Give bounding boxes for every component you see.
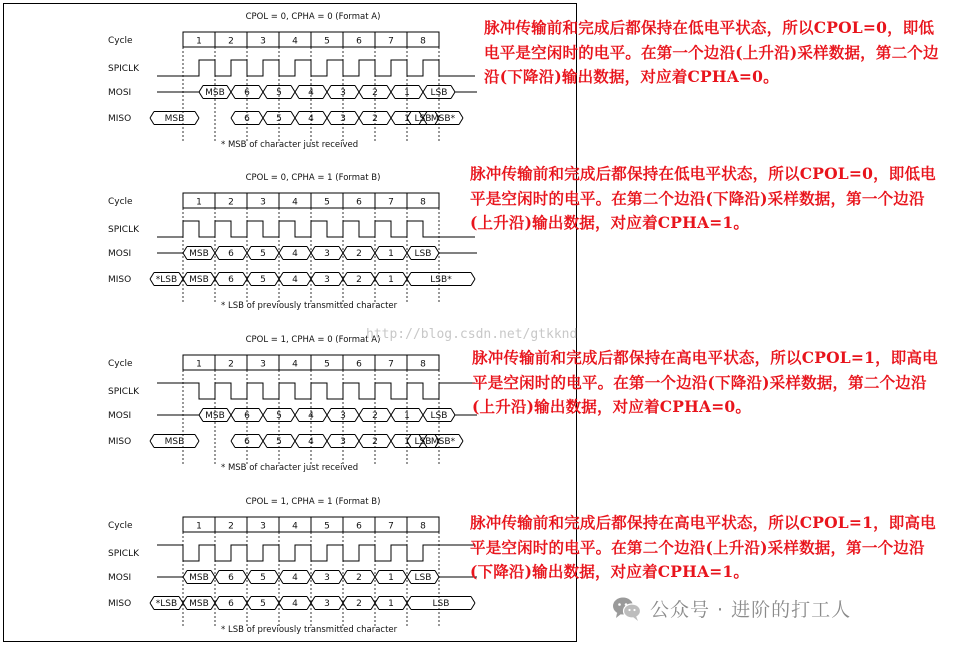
diagram-3-cycle-number: 5 [324,359,330,370]
diagram-2-miso-bit: 6 [228,275,234,286]
diagram-3-row-label: Cycle [108,359,133,369]
diagram-4-mosi-bit: 3 [324,573,330,584]
diagram-1-miso-bit: 3 [340,114,346,125]
diagram-4-title: CPOL = 1, CPHA = 1 (Format B) [245,497,381,507]
diagram-1-miso-bit: 6 [244,114,250,125]
diagram-3-mosi-bit: 1 [404,411,410,422]
diagram-3-spiclk-waveform [157,383,475,399]
diagram-2-cycle-number: 3 [260,197,266,208]
diagram-2-mosi-bit: 5 [260,249,266,260]
diagram-3-miso-bit: 5 [276,437,282,448]
diagram-1-cycle-number: 8 [420,36,426,47]
diagram-1-title: CPOL = 0, CPHA = 0 (Format A) [245,12,381,22]
diagram-2-miso-bit: 5 [260,275,266,286]
diagram-1-mosi-bit: 5 [276,88,282,99]
diagram-3-miso-bit: 6 [244,437,250,448]
diagram-3-row-label: SPICLK [108,387,139,397]
diagram-4-miso-bit: MSB [189,599,209,610]
diagram-4-cycle-number: 7 [388,521,394,532]
diagram-4-cycle-number: 8 [420,521,426,532]
diagram-4-miso-bit: 2 [356,599,362,610]
diagram-3-cycle-number: 4 [292,359,298,370]
diagram-1-spiclk-waveform [157,60,475,76]
diagram-4-cycle-number: 5 [324,521,330,532]
diagram-2-miso-bit: MSB [189,275,209,286]
diagram-3-miso-bit: 2 [372,437,378,448]
diagram-3-cycle-number: 1 [196,359,202,370]
diagram-4-mosi-bit: 6 [228,573,234,584]
diagram-3-mosi-bit: 6 [244,411,250,422]
diagram-2-mosi-bit: 2 [356,249,362,260]
diagram-1-cycle-number: 3 [260,36,266,47]
diagram-2-mosi-bit: 6 [228,249,234,260]
diagram-4-row-label: Cycle [108,521,133,531]
diagram-2-mosi-bit: 4 [292,249,298,260]
diagram-2-cycle-number: 8 [420,197,426,208]
diagram-1-mosi-bit: 6 [244,88,250,99]
diagram-4-miso-bit: 6 [228,599,234,610]
diagram-4-miso-bit: 5 [260,599,266,610]
diagram-1-footnote: * MSB of character just received [221,140,359,150]
diagram-4-cycle-number: 3 [260,521,266,532]
diagram-2-row-label: MOSI [108,249,132,259]
diagram-2-row-label: Cycle [108,197,133,207]
wechat-icon [612,596,642,622]
diagram-1-mosi-bit: MSB [205,88,225,99]
diagram-1-cycle-number: 4 [292,36,298,47]
diagram-4-miso-bit: 1 [388,599,394,610]
diagram-1-row-label: MOSI [108,88,132,98]
diagram-1-miso-bit: MSB [164,114,185,125]
diagram-2-cycle-number: 6 [356,197,362,208]
diagram-3-mosi-bit: MSB [205,411,225,422]
diagram-3-miso-bit: MSB* [430,437,456,448]
diagram-3-cycle-number: 8 [420,359,426,370]
diagram-4-mosi-bit: 5 [260,573,266,584]
diagram-4-miso-bit: LSB [432,599,450,610]
diagram-3-mosi-bit: 2 [372,411,378,422]
diagram-4-row-label: MISO [108,599,132,609]
diagram-2-footnote: * LSB of previously transmitted character [221,301,398,311]
diagram-3-mosi-bit: 3 [340,411,346,422]
diagram-3-miso-bit: 1 [404,437,410,448]
diagram-2-mosi-bit: MSB [189,249,209,260]
diagram-2-miso-bit: 4 [292,275,298,286]
diagram-4-row-label: MOSI [108,573,132,583]
diagram-1-row-label: MISO [108,114,132,124]
diagram-4-spiclk-waveform [157,545,475,561]
diagram-1-mosi-bit: 2 [372,88,378,99]
diagram-4-miso-bit: 4 [292,599,298,610]
diagram-3-mosi-bit: 5 [276,411,282,422]
wechat-account-text: 公众号 · 进阶的打工人 [650,599,852,621]
diagram-1-miso-bit: 2 [372,114,378,125]
diagram-2-mosi-bit: LSB [414,249,432,260]
diagram-1-miso-bit: 5 [276,114,282,125]
diagram-1-cycle-number: 5 [324,36,330,47]
diagram-1-mosi-bit: LSB [430,88,448,99]
diagram-3-mosi-bit: LSB [430,411,448,422]
diagram-2-cycle-number: 7 [388,197,394,208]
diagram-1-mosi-bit: 3 [340,88,346,99]
diagram-1-row-label: SPICLK [108,64,139,74]
annotation-cpol1-cpha1: 脉冲传输前和完成后都保持在高电平状态，所以CPOL=1，即高电平是空闲时的电平。在第二个边沿(上升沿)采样数据，第一个边沿(下降沿)输出数据，对应着CPHA=1。 [470,513,936,581]
diagram-4-cycle-number: 1 [196,521,202,532]
diagram-3-cycle-number: 3 [260,359,266,370]
diagram-2-cycle-number: 2 [228,197,234,208]
diagram-2-title: CPOL = 0, CPHA = 1 (Format B) [245,173,381,183]
diagram-1-cycle-number: 2 [228,36,234,47]
diagram-1-miso-bit: LSB [414,114,432,125]
diagram-1-row-label: Cycle [108,36,133,46]
diagram-3-cycle-number: 7 [388,359,394,370]
annotation-cpol1-cpha0: 脉冲传输前和完成后都保持在高电平状态，所以CPOL=1，即高电平是空闲时的电平。在第一个边沿(下降沿)采样数据，第二个边沿(上升沿)输出数据，对应着CPHA=0。 [472,348,938,416]
diagram-2-cycle-number: 4 [292,197,298,208]
diagram-1-miso-bit: 4 [308,114,314,125]
diagram-1-cycle-number: 6 [356,36,362,47]
diagram-4-mosi-bit: LSB [414,573,432,584]
diagram-3-row-label: MOSI [108,411,132,421]
diagram-3-mosi-bit: 4 [308,411,314,422]
diagram-3-miso-bit: MSB [164,437,185,448]
diagram-4-cycle-number: 4 [292,521,298,532]
diagram-1-mosi-bit: 4 [308,88,314,99]
diagram-1-cycle-number: 1 [196,36,202,47]
diagram-2-row-label: MISO [108,275,132,285]
diagram-3-row-label: MISO [108,437,132,447]
diagram-4-mosi-bit: MSB [189,573,209,584]
diagram-4-footnote: * LSB of previously transmitted character [221,625,398,635]
diagram-3-cycle-number: 6 [356,359,362,370]
watermark-url: http://blog.csdn.net/gtkknd [366,327,578,342]
diagram-2-miso-bit: 3 [324,275,330,286]
diagram-4-miso-bit: 3 [324,599,330,610]
diagram-1-mosi-bit: 1 [404,88,410,99]
diagram-3-miso-bit: LSB [414,437,432,448]
diagram-2-spiclk-waveform [157,221,475,237]
diagram-4-cycle-number: 6 [356,521,362,532]
annotation-cpol0-cpha0: 脉冲传输前和完成后都保持在低电平状态，所以CPOL=0，即低电平是空闲时的电平。在第一个边沿(上升沿)采样数据，第二个边沿(下降沿)输出数据，对应着CPHA=0。 [484,18,939,86]
diagram-3-footnote: * MSB of character just received [221,463,359,473]
annotation-cpol0-cpha1: 脉冲传输前和完成后都保持在低电平状态，所以CPOL=0，即低电平是空闲时的电平。在第二个边沿(下降沿)采样数据，第一个边沿(上升沿)输出数据，对应着CPHA=1。 [470,164,936,232]
diagram-1-cycle-number: 7 [388,36,394,47]
diagram-1-miso-bit: 1 [404,114,410,125]
diagram-4-cycle-number: 2 [228,521,234,532]
diagram-4-row-label: SPICLK [108,549,139,559]
diagram-3-miso-bit: 3 [340,437,346,448]
diagram-2-row-label: SPICLK [108,225,139,235]
diagram-2-miso-bit: 2 [356,275,362,286]
diagram-4-mosi-bit: 2 [356,573,362,584]
diagram-3-cycle-number: 2 [228,359,234,370]
wechat-watermark [612,595,851,622]
diagram-2-miso-bit: *LSB [155,275,178,286]
diagram-3-title: CPOL = 1, CPHA = 0 (Format A) [245,335,381,345]
diagram-2-mosi-bit: 3 [324,249,330,260]
diagram-2-miso-bit: 1 [388,275,394,286]
diagram-1-miso-bit: MSB* [430,114,456,125]
diagram-4-mosi-bit: 4 [292,573,298,584]
diagram-2-miso-bit: LSB* [430,275,452,286]
diagram-2-mosi-bit: 1 [388,249,394,260]
diagram-4-mosi-bit: 1 [388,573,394,584]
diagram-3-miso-bit: 4 [308,437,314,448]
diagram-4-miso-bit: *LSB [155,599,178,610]
diagram-2-cycle-number: 1 [196,197,202,208]
diagram-2-cycle-number: 5 [324,197,330,208]
